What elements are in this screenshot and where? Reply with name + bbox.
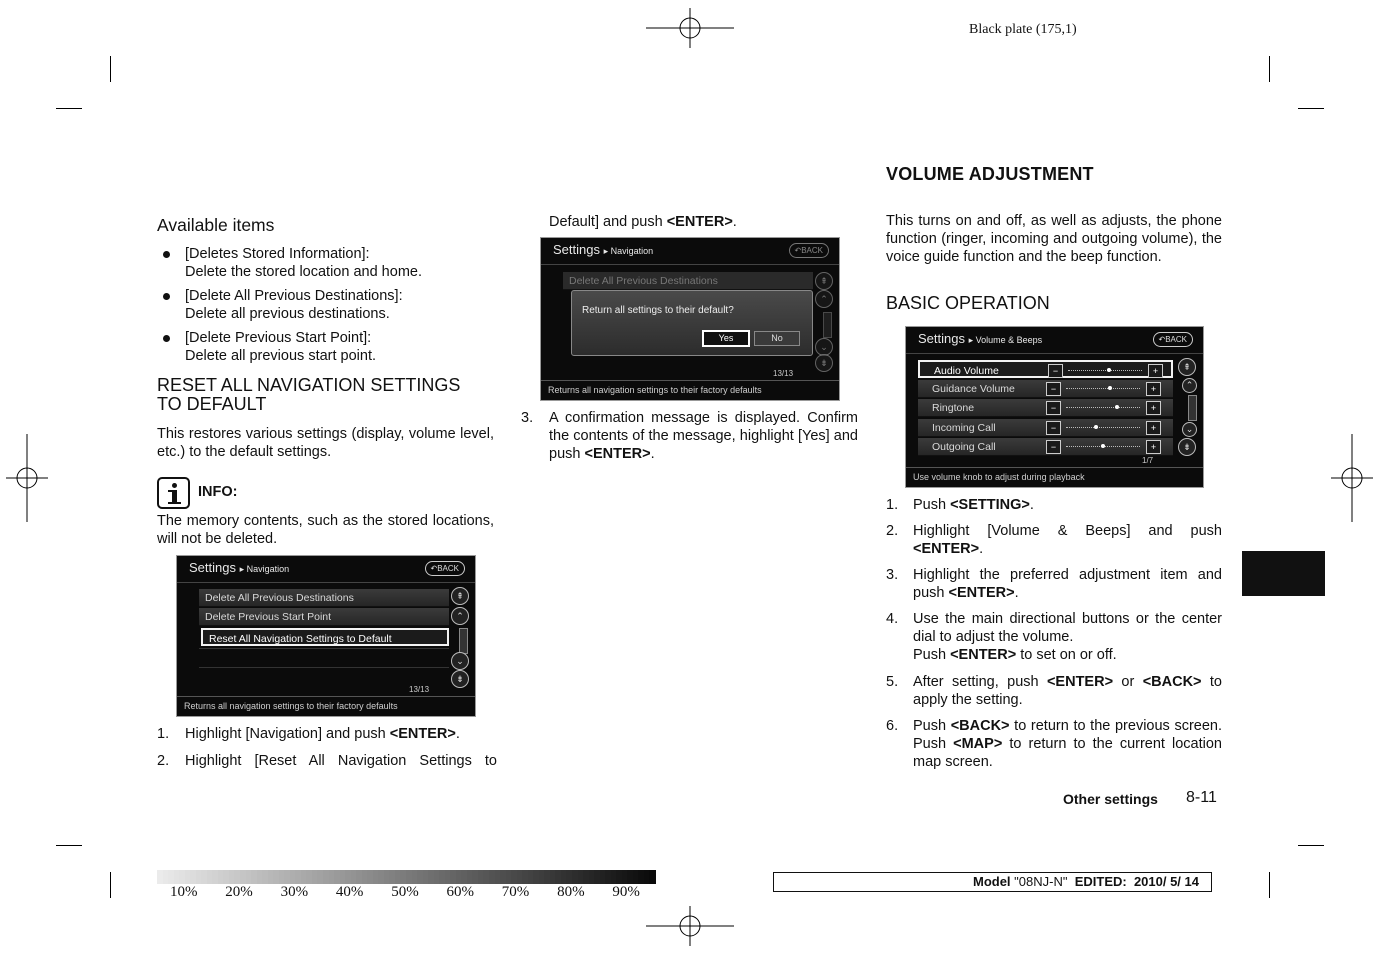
minus-button-icon[interactable]: − xyxy=(1046,382,1061,396)
page-indicator: 1/7 xyxy=(1142,456,1154,465)
reset-title-line-2: TO DEFAULT xyxy=(157,394,267,414)
volume-row-label: Guidance Volume xyxy=(932,382,1015,395)
density-label: 70% xyxy=(501,884,530,900)
bullet-icon xyxy=(163,251,170,258)
scroll-up-icon[interactable]: ⌃ xyxy=(1182,378,1197,393)
item-desc: Delete all previous destinations. xyxy=(185,306,390,322)
volume-level-bar[interactable] xyxy=(1068,370,1142,372)
confirmation-screenshot xyxy=(540,237,840,401)
density-label: 60% xyxy=(446,884,474,900)
info-icon xyxy=(157,477,190,509)
volume-row-label: Audio Volume xyxy=(934,365,999,377)
plus-button-icon[interactable]: + xyxy=(1146,382,1161,396)
scroll-bottom-icon[interactable]: ⇟ xyxy=(1178,438,1196,456)
step-number: 3. xyxy=(521,410,534,426)
menu-row[interactable]: Delete Previous Start Point xyxy=(199,608,449,626)
step-item: 1. Highlight [Navigation] and push <ENTER>. xyxy=(157,726,460,742)
step-number: 3. xyxy=(886,567,899,583)
step-item: 1. Push <SETTING>. xyxy=(886,497,1034,513)
density-label: 30% xyxy=(280,884,309,900)
step-item: 2. Highlight [Reset All Navigation Settings to xyxy=(157,753,497,769)
footer-page-number: 8-11 xyxy=(1186,789,1217,806)
registration-mark-bottom xyxy=(646,906,734,946)
step-2-continuation: Default] and push <ENTER>. xyxy=(549,214,737,230)
reset-description: This restores various settings (display, volume level, etc.) to the default settings. xyxy=(157,426,494,460)
step-3: 3. A confirmation message is displayed. Confirm the contents of the message, highlight [Yes] and push <ENTER>. xyxy=(521,410,858,462)
density-label: 50% xyxy=(391,884,419,900)
model-box: Model "08NJ-N" EDITED: 2010/ 5/ 14 xyxy=(773,872,1212,892)
density-label: 20% xyxy=(225,884,253,900)
volume-row-label: Outgoing Call xyxy=(932,441,996,453)
menu-row[interactable]: Delete All Previous Destinations xyxy=(199,589,449,607)
volume-row-label: Incoming Call xyxy=(932,421,996,434)
scroll-top-icon[interactable]: ⇞ xyxy=(815,272,833,290)
step-item: 4. Use the main directional buttons or the center dial to adjust the volume. Push <ENTER> to set on or off. xyxy=(886,611,1222,663)
menu-row-selected[interactable]: Reset All Navigation Settings to Default xyxy=(201,628,449,646)
screen-header xyxy=(906,327,1203,354)
minus-button-icon[interactable]: − xyxy=(1048,364,1063,378)
density-label: 40% xyxy=(335,884,364,900)
volume-settings-screenshot xyxy=(905,326,1204,488)
minus-button-icon[interactable]: − xyxy=(1046,421,1061,435)
step-item: 3. Highlight the preferred adjustment item and push <ENTER>. xyxy=(886,567,1222,601)
minus-button-icon[interactable]: − xyxy=(1046,401,1061,415)
volume-level-knob xyxy=(1108,386,1112,390)
scroll-bottom-icon[interactable]: ⇟ xyxy=(815,354,833,372)
volume-row[interactable] xyxy=(918,438,1173,456)
volume-level-knob xyxy=(1101,444,1105,448)
info-text: The memory contents, such as the stored locations, will not be deleted. xyxy=(157,513,494,547)
step-item: 5. After setting, push <ENTER> or <BACK> to apply the setting. xyxy=(886,674,1223,708)
step-item: 6. Push <BACK> to return to the previous screen. Push <MAP> to return to the current location map screen. xyxy=(886,718,1222,770)
screen-title: Settings ▸ Navigation xyxy=(553,242,654,257)
screen-title: Settings ▸ Navigation xyxy=(189,560,290,575)
basic-operation-title: BASIC OPERATION xyxy=(886,293,1050,313)
plus-button-icon[interactable]: + xyxy=(1146,440,1161,454)
density-label: 80% xyxy=(557,884,585,900)
background-row: Delete All Previous Destinations xyxy=(563,272,813,290)
volume-level-bar[interactable] xyxy=(1066,407,1140,409)
volume-level-knob xyxy=(1107,368,1111,372)
volume-level-bar[interactable] xyxy=(1066,446,1140,448)
screen-footer: Use volume knob to adjust during playback xyxy=(906,467,1203,487)
item-desc: Delete all previous start point. xyxy=(185,348,377,364)
page-indicator: 13/13 xyxy=(409,685,430,694)
registration-mark-right xyxy=(1331,434,1373,522)
back-button[interactable]: ↶BACK xyxy=(425,561,466,576)
page-indicator: 13/13 xyxy=(773,369,794,378)
right-steps xyxy=(886,496,1222,771)
scroll-up-icon[interactable]: ⌃ xyxy=(451,607,469,625)
item-label: [Delete Previous Start Point]: xyxy=(185,330,372,346)
volume-adjustment-title: VOLUME ADJUSTMENT xyxy=(886,164,1094,184)
scrollbar[interactable] xyxy=(459,628,468,654)
screen-title: Settings ▸ Volume & Beeps xyxy=(918,331,1043,346)
back-button[interactable]: ↶BACK xyxy=(789,243,830,258)
list-item xyxy=(163,329,503,371)
volume-level-bar[interactable] xyxy=(1066,427,1140,429)
volume-row-label: Ringtone xyxy=(932,402,975,414)
density-label: 10% xyxy=(170,884,198,900)
scrollbar[interactable] xyxy=(1188,395,1197,421)
bullet-icon xyxy=(163,293,170,300)
density-label: 90% xyxy=(612,884,640,900)
density-cell xyxy=(649,870,655,884)
left-steps xyxy=(157,725,497,779)
scroll-up-icon[interactable]: ⌃ xyxy=(815,290,833,308)
confirm-dialog xyxy=(571,290,813,356)
step-number: 1. xyxy=(157,726,170,742)
plus-button-icon[interactable]: + xyxy=(1146,421,1161,435)
registration-mark-left xyxy=(6,434,48,522)
volume-level-knob xyxy=(1094,425,1098,429)
dialog-message: Return all settings to their default? xyxy=(582,305,734,316)
reset-section-title xyxy=(157,376,497,414)
yes-button[interactable]: Yes xyxy=(702,330,750,347)
plus-button-icon[interactable]: + xyxy=(1146,401,1161,415)
chapter-tab xyxy=(1242,551,1325,596)
registration-mark-top xyxy=(646,8,734,48)
list-item xyxy=(163,245,503,287)
volume-row[interactable] xyxy=(918,380,1173,398)
reset-title-line-1: RESET ALL NAVIGATION SETTINGS xyxy=(157,375,461,395)
volume-row[interactable] xyxy=(918,419,1173,437)
available-items-list xyxy=(163,245,503,371)
item-label: [Deletes Stored Information]: xyxy=(185,246,370,262)
volume-level-bar[interactable] xyxy=(1066,388,1140,390)
screen-header xyxy=(541,238,839,265)
info-label: INFO: xyxy=(198,484,238,500)
bullet-icon xyxy=(163,335,170,342)
volume-intro: This turns on and off, as well as adjusts, the phone function (ringer, incoming and outgoing volume), the voice guide function and the beep function. xyxy=(886,213,1222,265)
volume-level-knob xyxy=(1115,405,1119,409)
step-number: 4. xyxy=(886,611,899,627)
scroll-top-icon[interactable]: ⇞ xyxy=(451,587,469,605)
scroll-down-icon[interactable]: ⌄ xyxy=(1182,422,1197,437)
plus-button-icon[interactable]: + xyxy=(1148,364,1163,378)
step-number: 2. xyxy=(157,753,170,769)
step-number: 6. xyxy=(886,718,899,734)
scroll-down-icon[interactable]: ⌄ xyxy=(451,652,469,670)
plate-label: Black plate (175,1) xyxy=(969,22,1077,37)
step-number: 1. xyxy=(886,497,899,513)
step-number: 5. xyxy=(886,674,899,690)
no-button[interactable]: No xyxy=(754,331,800,346)
back-button[interactable]: ↶BACK xyxy=(1153,332,1194,347)
item-desc: Delete the stored location and home. xyxy=(185,264,422,280)
footer-section: Other settings xyxy=(1063,791,1158,807)
minus-button-icon[interactable]: − xyxy=(1046,440,1061,454)
scroll-bottom-icon[interactable]: ⇟ xyxy=(451,670,469,688)
screen-header xyxy=(177,556,475,583)
step-number: 2. xyxy=(886,523,899,539)
volume-row-selected[interactable] xyxy=(918,360,1173,378)
screen-footer: Returns all navigation settings to their factory defaults xyxy=(177,696,475,716)
navigation-settings-screenshot xyxy=(176,555,476,717)
list-item xyxy=(163,287,503,329)
screen-footer: Returns all navigation settings to their factory defaults xyxy=(541,380,839,400)
volume-row[interactable] xyxy=(918,399,1173,417)
scroll-top-icon[interactable]: ⇞ xyxy=(1178,358,1196,376)
scroll-down-icon[interactable]: ⌄ xyxy=(815,338,833,356)
item-label: [Delete All Previous Destinations]: xyxy=(185,288,403,304)
available-items-title: Available items xyxy=(157,215,275,235)
step-item: 2. Highlight [Volume & Beeps] and push <ENTER>. xyxy=(886,523,1222,557)
scrollbar[interactable] xyxy=(823,312,832,338)
